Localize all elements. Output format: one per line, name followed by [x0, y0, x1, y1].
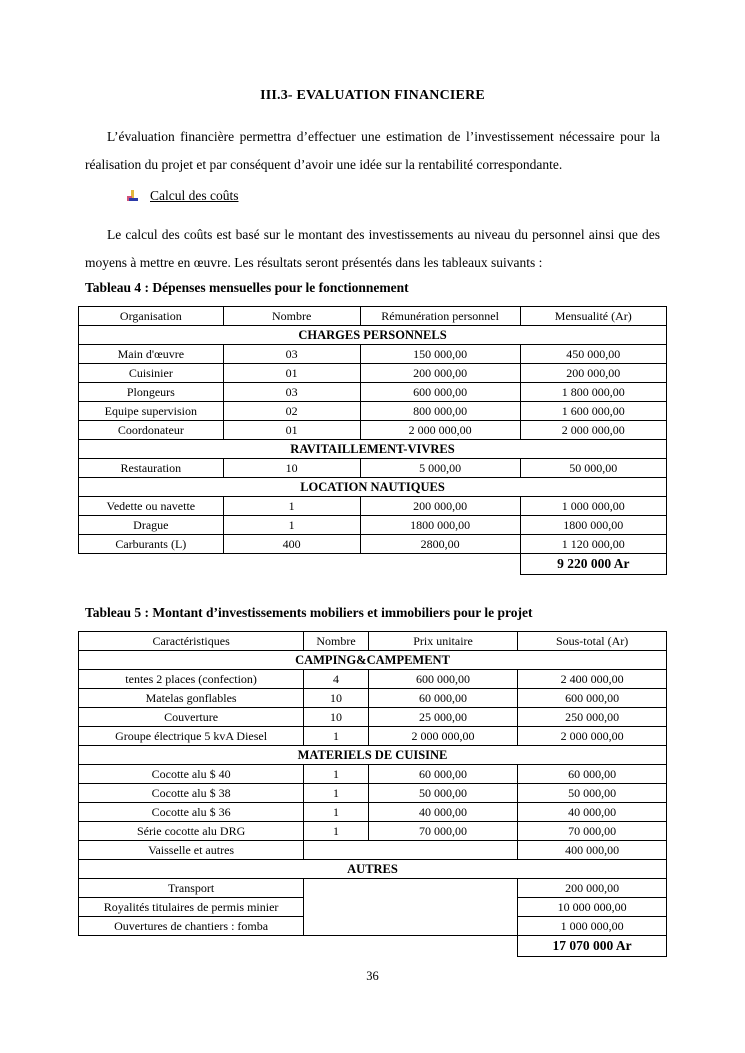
- table-cell: 60 000,00: [368, 689, 517, 708]
- table-cell: 1: [304, 822, 369, 841]
- intro-paragraph: L’évaluation financière permettra d’effectuer une estimation de l’investissement nécessaire pour la réalisation du projet et par conséquent d’avoir une idée sur la rentabilité correspondante.: [85, 129, 660, 172]
- table-cell: 400 000,00: [518, 841, 667, 860]
- table-cell: 2800,00: [360, 535, 520, 554]
- table-cell: 50 000,00: [518, 784, 667, 803]
- table-row: [79, 689, 667, 708]
- table-cell: 1: [304, 803, 369, 822]
- table-row: [79, 421, 667, 440]
- section-title: CHARGES PERSONNELS: [79, 326, 667, 345]
- column-header: Nombre: [223, 307, 360, 326]
- table-cell: 10 000 000,00: [518, 898, 667, 917]
- table-cell: 03: [223, 345, 360, 364]
- table-cell: Vedette ou navette: [79, 497, 224, 516]
- empty-space: [79, 554, 521, 575]
- table-row: [79, 708, 667, 727]
- table-cell: 600 000,00: [368, 670, 517, 689]
- table-cell: 1: [223, 497, 360, 516]
- column-header: Prix unitaire: [368, 632, 517, 651]
- table-cell: 50 000,00: [368, 784, 517, 803]
- page-number: 36: [366, 969, 379, 983]
- table-cell: 250 000,00: [518, 708, 667, 727]
- table-cell: [304, 841, 518, 860]
- table-cell: 1 000 000,00: [518, 917, 667, 936]
- table-cell: Coordonateur: [79, 421, 224, 440]
- table-cell: 200 000,00: [360, 364, 520, 383]
- table-cell: Matelas gonflables: [79, 689, 304, 708]
- table-row: [79, 497, 667, 516]
- table-row: [79, 879, 667, 898]
- table-cell: 600 000,00: [360, 383, 520, 402]
- table-cell: 5 000,00: [360, 459, 520, 478]
- section-row: [79, 860, 667, 879]
- table-row: [79, 803, 667, 822]
- table-row: [79, 670, 667, 689]
- page-title: III.3- EVALUATION FINANCIERE: [260, 88, 485, 103]
- table4-caption: Tableau 4 : Dépenses mensuelles pour le fonctionnement: [85, 280, 409, 295]
- table-row: [79, 822, 667, 841]
- table-cell: [304, 879, 518, 936]
- table-cell: Cocotte alu $ 36: [79, 803, 304, 822]
- table-cell: Carburants (L): [79, 535, 224, 554]
- table-cell: 60 000,00: [368, 765, 517, 784]
- section-row: [79, 326, 667, 345]
- column-header: Mensualité (Ar): [520, 307, 666, 326]
- table-cell: Cocotte alu $ 38: [79, 784, 304, 803]
- table-cell: 1: [304, 784, 369, 803]
- table-cell: 2 000 000,00: [518, 727, 667, 746]
- table-cell: Groupe électrique 5 kvA Diesel: [79, 727, 304, 746]
- table-cell: 1 000 000,00: [520, 497, 666, 516]
- table-cell: Royalités titulaires de permis minier: [79, 898, 304, 917]
- table-cell: 800 000,00: [360, 402, 520, 421]
- table-total-value: 17 070 000 Ar: [518, 936, 667, 957]
- section-title: MATERIELS DE CUISINE: [79, 746, 667, 765]
- table-total-value: 9 220 000 Ar: [520, 554, 666, 575]
- table-cell: 200 000,00: [360, 497, 520, 516]
- table-cell: 02: [223, 402, 360, 421]
- section-title: RAVITAILLEMENT-VIVRES: [79, 440, 667, 459]
- table-cell: 1800 000,00: [360, 516, 520, 535]
- column-header: Rémunération personnel: [360, 307, 520, 326]
- table-cell: Cocotte alu $ 40: [79, 765, 304, 784]
- table-cell: 01: [223, 421, 360, 440]
- table-cell: Main d'œuvre: [79, 345, 224, 364]
- table-cell: 200 000,00: [520, 364, 666, 383]
- section-row: [79, 478, 667, 497]
- section-row: [79, 440, 667, 459]
- column-header: Sous-total (Ar): [518, 632, 667, 651]
- table-cell: tentes 2 places (confection): [79, 670, 304, 689]
- table-cell: 10: [223, 459, 360, 478]
- costs-paragraph: Le calcul des coûts est basé sur le montant des investissements au niveau du personnel ainsi que des moyens à mettre en œuvre. Les résultats seront présentés dans les tableaux suivants :: [85, 227, 660, 270]
- empty-space: [79, 936, 518, 957]
- table5-caption: Tableau 5 : Montant d’investissements mobiliers et immobiliers pour le projet: [85, 605, 533, 620]
- table-row: [79, 535, 667, 554]
- bullet-item-label: Calcul des coûts: [150, 188, 239, 203]
- table4-expenses-grid: [78, 306, 667, 575]
- table-cell: 2 000 000,00: [368, 727, 517, 746]
- table-cell: Série cocotte alu DRG: [79, 822, 304, 841]
- table-cell: Restauration: [79, 459, 224, 478]
- table-cell: Transport: [79, 879, 304, 898]
- table-cell: 40 000,00: [518, 803, 667, 822]
- section-title: CAMPING&CAMPEMENT: [79, 651, 667, 670]
- table-cell: 1: [304, 727, 369, 746]
- table-row: [79, 383, 667, 402]
- table-cell: 10: [304, 689, 369, 708]
- table-cell: Cuisinier: [79, 364, 224, 383]
- table-cell: 1 600 000,00: [520, 402, 666, 421]
- table-row: [79, 459, 667, 478]
- table-row: [79, 402, 667, 421]
- section-title: LOCATION NAUTIQUES: [79, 478, 667, 497]
- table-cell: 70 000,00: [518, 822, 667, 841]
- column-header: Caractéristiques: [79, 632, 304, 651]
- table-cell: 1: [223, 516, 360, 535]
- section-title: AUTRES: [79, 860, 667, 879]
- table-cell: Plongeurs: [79, 383, 224, 402]
- table-cell: 01: [223, 364, 360, 383]
- table-cell: Couverture: [79, 708, 304, 727]
- table-cell: 1: [304, 765, 369, 784]
- table-row: [79, 784, 667, 803]
- total-row: [79, 936, 667, 957]
- table-cell: 450 000,00: [520, 345, 666, 364]
- table-cell: Ouvertures de chantiers : fomba: [79, 917, 304, 936]
- table-cell: 2 400 000,00: [518, 670, 667, 689]
- table-row: [79, 841, 667, 860]
- table-cell: Vaisselle et autres: [79, 841, 304, 860]
- table-cell: 150 000,00: [360, 345, 520, 364]
- table-cell: 03: [223, 383, 360, 402]
- table-cell: 1 800 000,00: [520, 383, 666, 402]
- table-cell: 25 000,00: [368, 708, 517, 727]
- table5-container: [78, 631, 667, 957]
- table-cell: Drague: [79, 516, 224, 535]
- table-cell: 60 000,00: [518, 765, 667, 784]
- table-cell: 200 000,00: [518, 879, 667, 898]
- table-cell: 2 000 000,00: [520, 421, 666, 440]
- table-cell: 1800 000,00: [520, 516, 666, 535]
- table-cell: 2 000 000,00: [360, 421, 520, 440]
- bullet-item: [125, 186, 667, 206]
- table-row: [79, 516, 667, 535]
- table-cell: 600 000,00: [518, 689, 667, 708]
- table-cell: 10: [304, 708, 369, 727]
- table-row: [79, 727, 667, 746]
- table5-investments-grid: [78, 631, 667, 957]
- table-row: [79, 345, 667, 364]
- column-header: Nombre: [304, 632, 369, 651]
- column-header: Organisation: [79, 307, 224, 326]
- table-row: [79, 364, 667, 383]
- table-cell: 40 000,00: [368, 803, 517, 822]
- table-cell: 1 120 000,00: [520, 535, 666, 554]
- header-row: [79, 307, 667, 326]
- section-row: [79, 651, 667, 670]
- table-row: [79, 765, 667, 784]
- table-cell: 400: [223, 535, 360, 554]
- table-cell: Equipe supervision: [79, 402, 224, 421]
- header-row: [79, 632, 667, 651]
- total-row: [79, 554, 667, 575]
- table4-container: [78, 306, 667, 575]
- multicolor-bullet-icon: [125, 190, 138, 203]
- table-cell: 50 000,00: [520, 459, 666, 478]
- table-cell: 4: [304, 670, 369, 689]
- section-row: [79, 746, 667, 765]
- table-cell: 70 000,00: [368, 822, 517, 841]
